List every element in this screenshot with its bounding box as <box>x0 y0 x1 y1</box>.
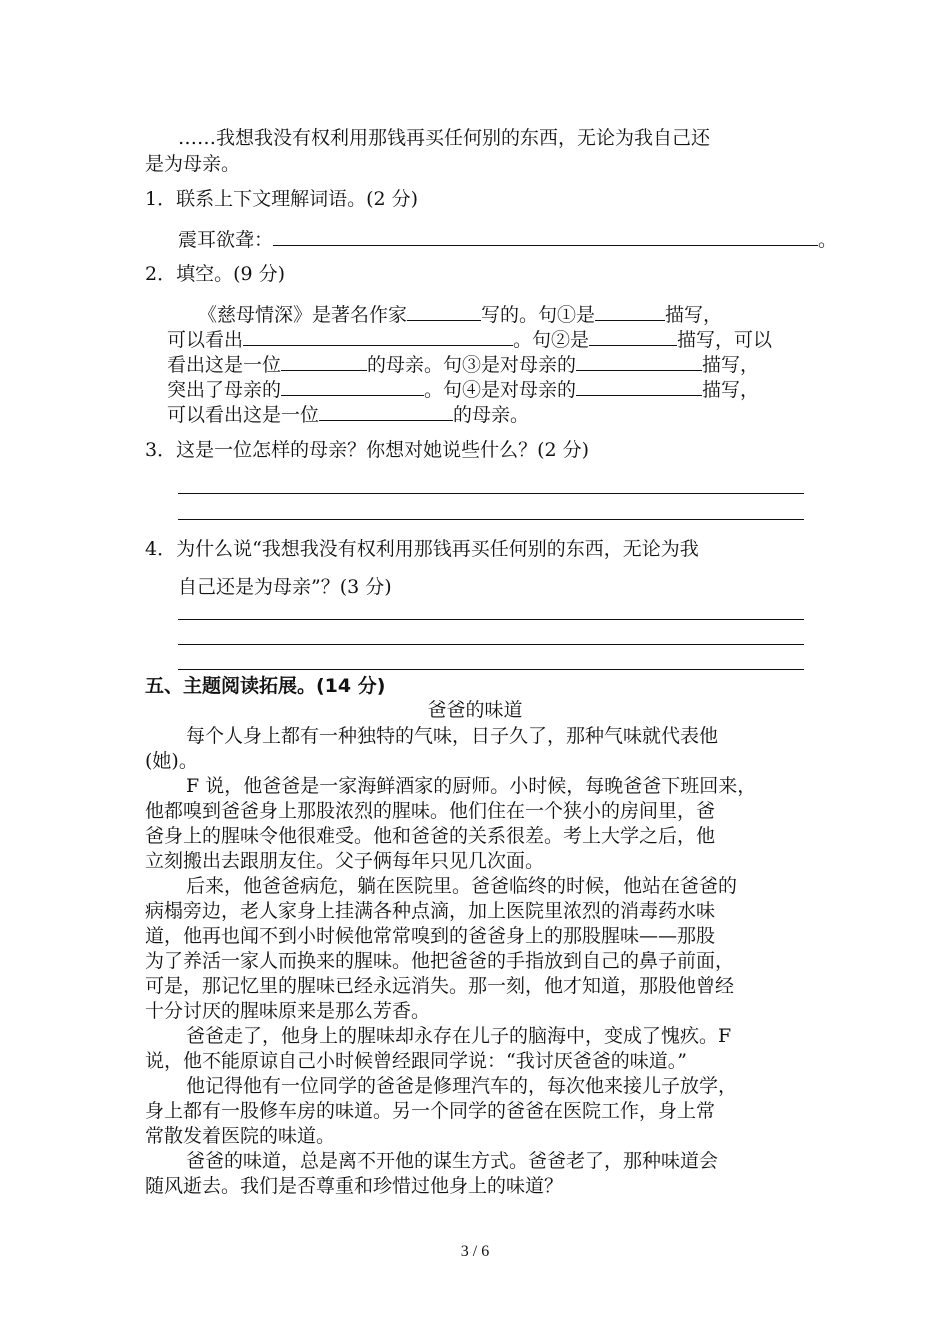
question-4-answer-line[interactable] <box>178 669 804 670</box>
article-line: 为了养活一家人而换来的腥味。他把爸爸的手指放到自己的鼻子前面， <box>145 950 735 972</box>
article-line: 爸身上的腥味令他很难受。他和爸爸的关系很差。考上大学之后，他 <box>145 825 716 847</box>
q2-text: 。句④是对母亲的 <box>424 379 577 401</box>
q2-blank-8[interactable] <box>319 400 453 421</box>
article-line: 可是，那记忆里的腥味已经永远消失。那一刻，他才知道，那股他曾经 <box>145 975 735 997</box>
q2-blank-7[interactable] <box>576 375 702 396</box>
q2-text: 突出了母亲的 <box>167 379 282 401</box>
q2-blank-5[interactable] <box>576 350 702 371</box>
intro-line-2: 是为母亲。 <box>145 153 241 175</box>
q2-text: 可以看出 <box>167 329 244 351</box>
article-line: 病榻旁边，老人家身上挂满各种点滴，加上医院里浓烈的消毒药水味 <box>145 900 716 922</box>
article-line: 随风逝去。我们是否尊重和珍惜过他身上的味道？ <box>145 1175 564 1197</box>
q2-blank-3[interactable] <box>589 325 677 346</box>
question-2-line-5 <box>167 400 529 427</box>
question-3-answer-line[interactable] <box>178 519 804 520</box>
q2-text: 的母亲。 <box>453 404 530 426</box>
question-3-title: 3．这是一位怎样的母亲？你想对她说些什么？(2 分) <box>145 439 590 461</box>
article-line: 道，他再也闻不到小时候他常常嗅到的爸爸身上的那股腥味——那股 <box>145 925 716 947</box>
question-2-title: 2．填空。(9 分) <box>145 263 286 285</box>
question-2-line-4 <box>167 375 759 402</box>
q2-blank-6[interactable] <box>281 375 424 396</box>
page-number: 3 / 6 <box>460 1243 490 1260</box>
q2-text: 看出这是一位 <box>167 354 282 376</box>
question-2-line-1 <box>198 300 722 327</box>
q2-text: 的母亲。句③是对母亲的 <box>367 354 577 376</box>
question-4-answer-line[interactable] <box>178 619 804 620</box>
article-line: 十分讨厌的腥味原来是那么芳香。 <box>145 1000 431 1022</box>
q2-text: 《慈母情深》是著名作家 <box>198 304 408 326</box>
section-5-heading: 五、主题阅读拓展。(14 分) <box>145 675 386 697</box>
q2-text: 描写， <box>702 354 760 376</box>
article-line: 常散发着医院的味道。 <box>145 1125 336 1147</box>
q2-text: 描写， <box>702 379 760 401</box>
question-4-title-line-1: 4．为什么说“我想我没有权利用那钱再买任何别的东西，无论为我 <box>145 538 699 560</box>
q2-blank-4[interactable] <box>281 350 367 371</box>
article-line: 爸爸的味道，总是离不开他的谋生方式。爸爸老了，那种味道会 <box>186 1150 719 1172</box>
q2-text: 可以看出这是一位 <box>167 404 320 426</box>
article-line: 立刻搬出去跟朋友住。父子俩每年只见几次面。 <box>145 850 545 872</box>
article-line: (她)。 <box>145 750 198 772</box>
question-1-end: 。 <box>818 229 838 251</box>
q2-text: 。句②是 <box>513 329 590 351</box>
q2-text: 写的。句①是 <box>481 304 596 326</box>
article-line: F 说，他爸爸是一家海鲜酒家的厨师。小时候，每晚爸爸下班回来， <box>186 775 757 797</box>
intro-line-1: ……我想我没有权利用那钱再买任何别的东西，无论为我自己还 <box>178 127 711 149</box>
question-4-answer-line[interactable] <box>178 644 804 645</box>
question-1-term: 震耳欲聋： <box>178 229 274 251</box>
q2-text: 描写，可以 <box>677 329 773 351</box>
article-line: 后来，他爸爸病危，躺在医院里。爸爸临终的时候，他站在爸爸的 <box>186 875 738 897</box>
question-1-answer-blank[interactable] <box>273 225 818 246</box>
question-1-row <box>178 225 837 252</box>
article-line: 他记得他有一位同学的爸爸是修理汽车的，每次他来接儿子放学， <box>186 1075 738 1097</box>
question-4-title-line-2: 自己还是为母亲”？(3 分) <box>178 576 392 598</box>
article-line: 爸爸走了，他身上的腥味却永存在儿子的脑海中，变成了愧疚。F <box>186 1025 732 1047</box>
article-line: 每个人身上都有一种独特的气味，日子久了，那种气味就代表他 <box>186 725 719 747</box>
article-line: 身上都有一股修车房的味道。另一个同学的爸爸在医院工作，身上常 <box>145 1100 716 1122</box>
question-2-line-3 <box>167 350 759 377</box>
question-3-answer-line[interactable] <box>178 493 804 494</box>
q2-blank-1[interactable] <box>595 300 665 321</box>
q2-blank-2[interactable] <box>243 325 513 346</box>
q2-text: 描写， <box>665 304 723 326</box>
q2-blank-author[interactable] <box>407 300 481 321</box>
question-2-line-2 <box>167 325 772 352</box>
article-line: 他都嗅到爸爸身上那股浓烈的腥味。他们住在一个狭小的房间里，爸 <box>145 800 716 822</box>
article-line: 说，他不能原谅自己小时候曾经跟同学说：“我讨厌爸爸的味道。” <box>145 1050 687 1072</box>
question-1-title: 1．联系上下文理解词语。(2 分) <box>145 188 419 210</box>
article-title: 爸爸的味道 <box>427 699 523 721</box>
